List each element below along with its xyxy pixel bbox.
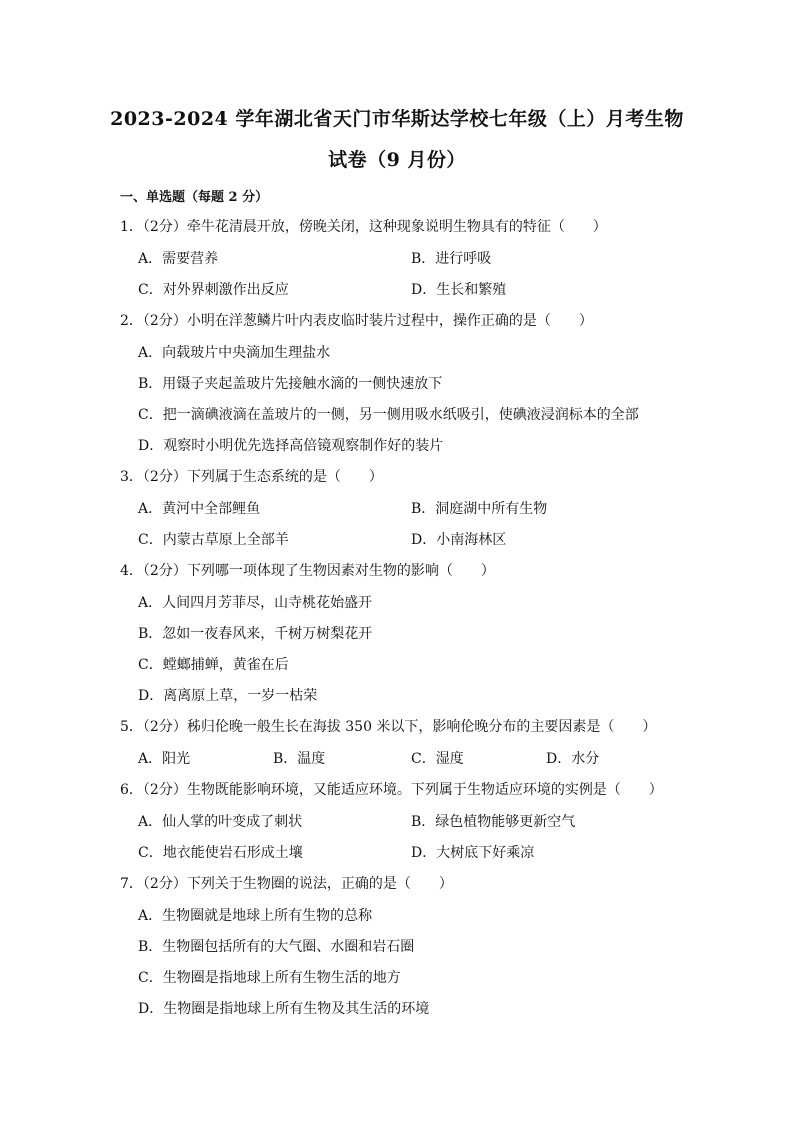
question-2-stem: 2．（2分）小明在洋葱鳞片叶内表皮临时装片过程中，操作正确的是（ ）: [120, 313, 593, 329]
question-1-option-d: D．生长和繁殖: [411, 282, 507, 298]
question-7-option-c: C．生物圈是指地球上所有生物生活的地方: [138, 970, 401, 986]
question-7-stem: 7．（2分）下列关于生物圈的说法，正确的是（ ）: [120, 876, 453, 892]
question-1-option-b: B．进行呼吸: [411, 251, 492, 267]
question-5-option-a: A．阳光: [138, 751, 191, 767]
question-3-stem: 3．（2分）下列属于生态系统的是（ ）: [120, 469, 383, 485]
question-2-option-a: A．向载玻片中央滴加生理盐水: [138, 345, 331, 361]
question-3-option-b: B．洞庭湖中所有生物: [411, 501, 548, 517]
question-3-option-c: C．内蒙古草原上全部羊: [138, 532, 289, 548]
question-5-stem: 5．（2分）秭归伦晚一般生长在海拔 350 米以下，影响伦晚分布的主要因素是（ ）: [120, 719, 657, 735]
question-4-option-c: C．螳螂捕蝉，黄雀在后: [138, 657, 289, 673]
question-5-option-b: B．温度: [273, 751, 326, 767]
question-7-option-d: D．生物圈是指地球上所有生物及其生活的环境: [138, 1001, 430, 1017]
question-1-option-c: C．对外界刺激作出反应: [138, 282, 289, 298]
exam-title-line-2: 试卷（9 月份）: [328, 149, 466, 171]
question-2-option-b: B．用镊子夹起盖玻片先接触水滴的一侧快速放下: [138, 376, 443, 392]
question-5-option-d: D．水分: [546, 751, 600, 767]
question-2-option-d: D．观察时小明优先选择高倍镜观察制作好的装片: [138, 438, 444, 454]
question-6-option-a: A．仙人掌的叶变成了刺状: [138, 814, 303, 830]
section-header: 一、单选题（每题 2 分）: [120, 190, 269, 205]
question-6-option-c: C．地衣能使岩石形成土壤: [138, 845, 303, 861]
question-5-option-c: C．湿度: [411, 751, 464, 767]
question-1-stem: 1．（2分）牵牛花清晨开放，傍晚关闭，这种现象说明生物具有的特征（ ）: [120, 219, 607, 235]
question-6-option-d: D．大树底下好乘凉: [411, 845, 535, 861]
exam-title-line-1: 2023-2024 学年湖北省天门市华斯达学校七年级（上）月考生物: [110, 108, 684, 130]
question-2-option-c: C．把一滴碘液滴在盖玻片的一侧，另一侧用吸水纸吸引，使碘液浸润标本的全部: [138, 407, 639, 423]
question-7-option-a: A．生物圈就是地球上所有生物的总称: [138, 908, 373, 924]
question-6-stem: 6．（2分）生物既能影响环境，又能适应环境。下列属于生物适应环境的实例是（ ）: [120, 782, 663, 798]
question-4-option-d: D．离离原上草，一岁一枯荣: [138, 688, 318, 704]
question-6-option-b: B．绿色植物能够更新空气: [411, 814, 576, 830]
question-4-option-a: A．人间四月芳菲尽，山寺桃花始盛开: [138, 595, 373, 611]
question-4-stem: 4．（2分）下列哪一项体现了生物因素对生物的影响（ ）: [120, 563, 495, 579]
question-1-option-a: A．需要营养: [138, 251, 219, 267]
question-7-option-b: B．生物圈包括所有的大气圈、水圈和岩石圈: [138, 939, 415, 955]
question-4-option-b: B．忽如一夜春风来，千树万树梨花开: [138, 626, 373, 642]
question-3-option-a: A．黄河中全部鲤鱼: [138, 501, 261, 517]
question-3-option-d: D．小南海林区: [411, 532, 507, 548]
